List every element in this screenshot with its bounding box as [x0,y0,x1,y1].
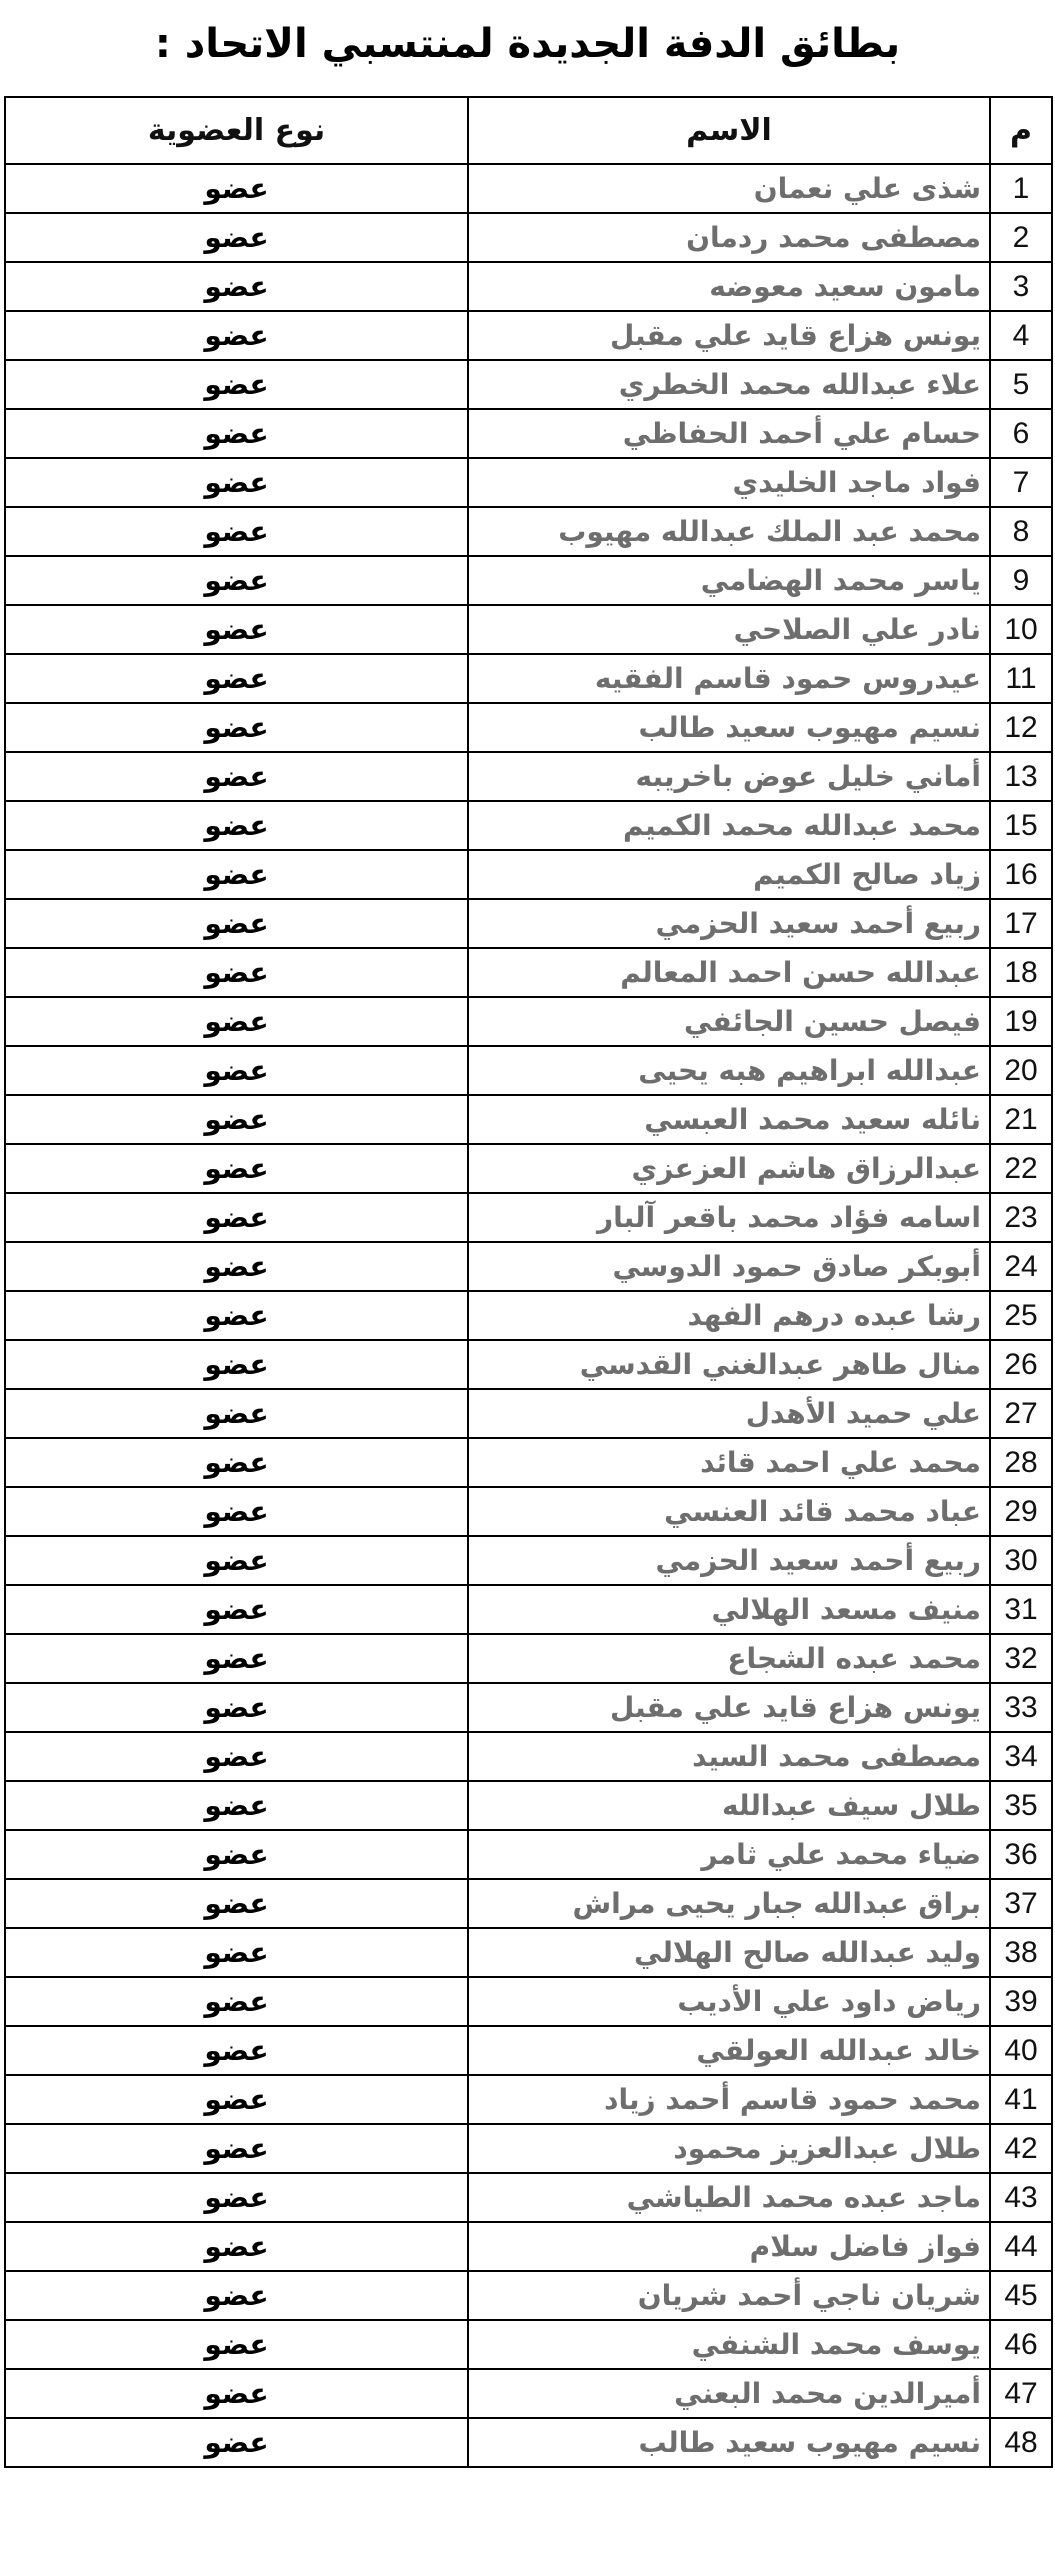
table-row [5,1879,1052,1928]
member-name-cell: طلال سيف عبدالله [468,1781,990,1830]
member-name-cell: نسيم مهيوب سعيد طالب [468,703,990,752]
row-number-cell: 24 [990,1242,1052,1291]
row-number-cell: 28 [990,1438,1052,1487]
membership-type-cell: عضو [5,948,468,997]
membership-type-cell: عضو [5,654,468,703]
member-name-cell: يونس هزاع قايد علي مقبل [468,1683,990,1732]
membership-type-cell: عضو [5,2320,468,2369]
membership-type-cell: عضو [5,1340,468,1389]
membership-type-cell: عضو [5,1046,468,1095]
table-row [5,1928,1052,1977]
membership-type-cell: عضو [5,1291,468,1340]
member-name-cell: محمد عبدالله محمد الكميم [468,801,990,850]
member-name-cell: فواز فاضل سلام [468,2222,990,2271]
member-name-cell: عبدالله ابراهيم هبه يحيى [468,1046,990,1095]
member-name-cell: طلال عبدالعزيز محمود [468,2124,990,2173]
table-row [5,850,1052,899]
row-number-cell: 37 [990,1879,1052,1928]
membership-type-cell: عضو [5,997,468,1046]
member-name-cell: منال طاهر عبدالغني القدسي [468,1340,990,1389]
member-name-cell: يونس هزاع قايد علي مقبل [468,311,990,360]
member-name-cell: اسامه فؤاد محمد باقعر آلبار [468,1193,990,1242]
membership-type-cell: عضو [5,2124,468,2173]
table-header-row [5,97,1052,164]
table-row [5,1634,1052,1683]
row-number-cell: 43 [990,2173,1052,2222]
row-number-cell: 34 [990,1732,1052,1781]
table-row [5,2369,1052,2418]
page-title: بطائق الدفة الجديدة لمنتسبي الاتحاد : [154,21,901,67]
table-row [5,1242,1052,1291]
table-row [5,1830,1052,1879]
member-name-cell: رشا عبده درهم الفهد [468,1291,990,1340]
row-number-cell: 32 [990,1634,1052,1683]
table-row [5,1585,1052,1634]
table-row [5,801,1052,850]
table-row [5,1683,1052,1732]
membership-type-cell: عضو [5,2026,468,2075]
table-row [5,2271,1052,2320]
membership-type-cell: عضو [5,1144,468,1193]
table-row [5,1095,1052,1144]
membership-type-cell: عضو [5,409,468,458]
table-row [5,2075,1052,2124]
member-name-cell: علاء عبدالله محمد الخطري [468,360,990,409]
member-name-cell: نسيم مهيوب سعيد طالب [468,2418,990,2467]
member-name-cell: حسام علي أحمد الحفاظي [468,409,990,458]
row-number-cell: 12 [990,703,1052,752]
table-row [5,2418,1052,2467]
row-number-cell: 6 [990,409,1052,458]
member-name-cell: شذى علي نعمان [468,164,990,213]
member-name-cell: رياض داود علي الأديب [468,1977,990,2026]
row-number-cell: 41 [990,2075,1052,2124]
membership-type-cell: عضو [5,801,468,850]
row-number-cell: 44 [990,2222,1052,2271]
membership-type-cell: عضو [5,556,468,605]
header-number: م [990,97,1052,164]
row-number-cell: 46 [990,2320,1052,2369]
header-name: الاسم [468,97,990,164]
table-row [5,1291,1052,1340]
row-number-cell: 16 [990,850,1052,899]
membership-type-cell: عضو [5,311,468,360]
table-row [5,507,1052,556]
member-name-cell: شريان ناجي أحمد شريان [468,2271,990,2320]
row-number-cell: 40 [990,2026,1052,2075]
table-row [5,752,1052,801]
table-row [5,1536,1052,1585]
table-row [5,899,1052,948]
table-row [5,2320,1052,2369]
row-number-cell: 38 [990,1928,1052,1977]
table-row [5,213,1052,262]
membership-type-cell: عضو [5,1830,468,1879]
row-number-cell: 17 [990,899,1052,948]
member-name-cell: ضياء محمد علي ثامر [468,1830,990,1879]
table-row [5,1732,1052,1781]
table-row [5,948,1052,997]
row-number-cell: 18 [990,948,1052,997]
membership-type-cell: عضو [5,752,468,801]
membership-type-cell: عضو [5,1634,468,1683]
membership-type-cell: عضو [5,2369,468,2418]
row-number-cell: 35 [990,1781,1052,1830]
table-row [5,164,1052,213]
row-number-cell: 2 [990,213,1052,262]
member-name-cell: خالد عبدالله العولقي [468,2026,990,2075]
table-row [5,2222,1052,2271]
membership-type-cell: عضو [5,1683,468,1732]
member-name-cell: عيدروس حمود قاسم الفقيه [468,654,990,703]
membership-type-cell: عضو [5,213,468,262]
table-row [5,1438,1052,1487]
table-row [5,997,1052,1046]
table-row [5,1977,1052,2026]
row-number-cell: 45 [990,2271,1052,2320]
member-name-cell: زياد صالح الكميم [468,850,990,899]
membership-type-cell: عضو [5,1242,468,1291]
row-number-cell: 21 [990,1095,1052,1144]
member-name-cell: ربيع أحمد سعيد الحزمي [468,1536,990,1585]
membership-type-cell: عضو [5,2418,468,2467]
row-number-cell: 15 [990,801,1052,850]
member-name-cell: أبوبكر صادق حمود الدوسي [468,1242,990,1291]
row-number-cell: 30 [990,1536,1052,1585]
row-number-cell: 4 [990,311,1052,360]
table-row [5,360,1052,409]
member-name-cell: محمد حمود قاسم أحمد زياد [468,2075,990,2124]
table-row [5,1193,1052,1242]
membership-type-cell: عضو [5,1193,468,1242]
table-body [5,164,1052,2467]
table-row [5,703,1052,752]
table-row [5,262,1052,311]
row-number-cell: 48 [990,2418,1052,2467]
table-row [5,2173,1052,2222]
row-number-cell: 25 [990,1291,1052,1340]
membership-type-cell: عضو [5,458,468,507]
membership-type-cell: عضو [5,360,468,409]
member-name-cell: محمد عبده الشجاع [468,1634,990,1683]
membership-type-cell: عضو [5,1389,468,1438]
row-number-cell: 31 [990,1585,1052,1634]
member-name-cell: نائله سعيد محمد العبسي [468,1095,990,1144]
member-name-cell: علي حميد الأهدل [468,1389,990,1438]
header-membership-type: نوع العضوية [5,97,468,164]
row-number-cell: 13 [990,752,1052,801]
membership-type-cell: عضو [5,703,468,752]
member-name-cell: مامون سعيد معوضه [468,262,990,311]
table-row [5,458,1052,507]
row-number-cell: 42 [990,2124,1052,2173]
member-name-cell: مصطفى محمد ردمان [468,213,990,262]
table-row [5,311,1052,360]
row-number-cell: 10 [990,605,1052,654]
membership-type-cell: عضو [5,1977,468,2026]
row-number-cell: 47 [990,2369,1052,2418]
member-name-cell: فواد ماجد الخليدي [468,458,990,507]
table-row [5,1389,1052,1438]
membership-type-cell: عضو [5,2173,468,2222]
table-row [5,1487,1052,1536]
member-name-cell: مصطفى محمد السيد [468,1732,990,1781]
table-row [5,2026,1052,2075]
row-number-cell: 8 [990,507,1052,556]
row-number-cell: 3 [990,262,1052,311]
row-number-cell: 20 [990,1046,1052,1095]
row-number-cell: 7 [990,458,1052,507]
row-number-cell: 26 [990,1340,1052,1389]
member-name-cell: عباد محمد قائد العنسي [468,1487,990,1536]
row-number-cell: 33 [990,1683,1052,1732]
membership-type-cell: عضو [5,1536,468,1585]
member-name-cell: منيف مسعد الهلالي [468,1585,990,1634]
member-name-cell: ياسر محمد الهضامي [468,556,990,605]
row-number-cell: 1 [990,164,1052,213]
membership-type-cell: عضو [5,1781,468,1830]
membership-type-cell: عضو [5,1095,468,1144]
membership-type-cell: عضو [5,605,468,654]
membership-type-cell: عضو [5,1585,468,1634]
membership-type-cell: عضو [5,1438,468,1487]
membership-type-cell: عضو [5,1732,468,1781]
membership-type-cell: عضو [5,1879,468,1928]
member-name-cell: يوسف محمد الشنفي [468,2320,990,2369]
table-row [5,2124,1052,2173]
member-name-cell: فيصل حسين الجائفي [468,997,990,1046]
row-number-cell: 39 [990,1977,1052,2026]
membership-type-cell: عضو [5,2075,468,2124]
row-number-cell: 36 [990,1830,1052,1879]
member-name-cell: وليد عبدالله صالح الهلالي [468,1928,990,1977]
membership-type-cell: عضو [5,1487,468,1536]
member-name-cell: أماني خليل عوض باخريبه [468,752,990,801]
membership-type-cell: عضو [5,2271,468,2320]
table-row [5,1144,1052,1193]
membership-type-cell: عضو [5,850,468,899]
row-number-cell: 23 [990,1193,1052,1242]
membership-type-cell: عضو [5,899,468,948]
row-number-cell: 29 [990,1487,1052,1536]
membership-type-cell: عضو [5,507,468,556]
membership-type-cell: عضو [5,2222,468,2271]
row-number-cell: 9 [990,556,1052,605]
members-table [4,96,1053,2468]
row-number-cell: 11 [990,654,1052,703]
row-number-cell: 27 [990,1389,1052,1438]
member-name-cell: محمد عبد الملك عبدالله مهيوب [468,507,990,556]
member-name-cell: أميرالدين محمد البعني [468,2369,990,2418]
table-row [5,1046,1052,1095]
row-number-cell: 22 [990,1144,1052,1193]
table-row [5,1781,1052,1830]
table-row [5,605,1052,654]
row-number-cell: 19 [990,997,1052,1046]
member-name-cell: ربيع أحمد سعيد الحزمي [468,899,990,948]
member-name-cell: ماجد عبده محمد الطياشي [468,2173,990,2222]
member-name-cell: عبدالله حسن احمد المعالم [468,948,990,997]
row-number-cell: 5 [990,360,1052,409]
table-row [5,654,1052,703]
table-row [5,556,1052,605]
member-name-cell: عبدالرزاق هاشم العزعزي [468,1144,990,1193]
table-row [5,409,1052,458]
member-name-cell: براق عبدالله جبار يحيى مراش [468,1879,990,1928]
member-name-cell: نادر علي الصلاحي [468,605,990,654]
membership-type-cell: عضو [5,164,468,213]
membership-type-cell: عضو [5,1928,468,1977]
table-row [5,1340,1052,1389]
membership-type-cell: عضو [5,262,468,311]
member-name-cell: محمد علي احمد قائد [468,1438,990,1487]
